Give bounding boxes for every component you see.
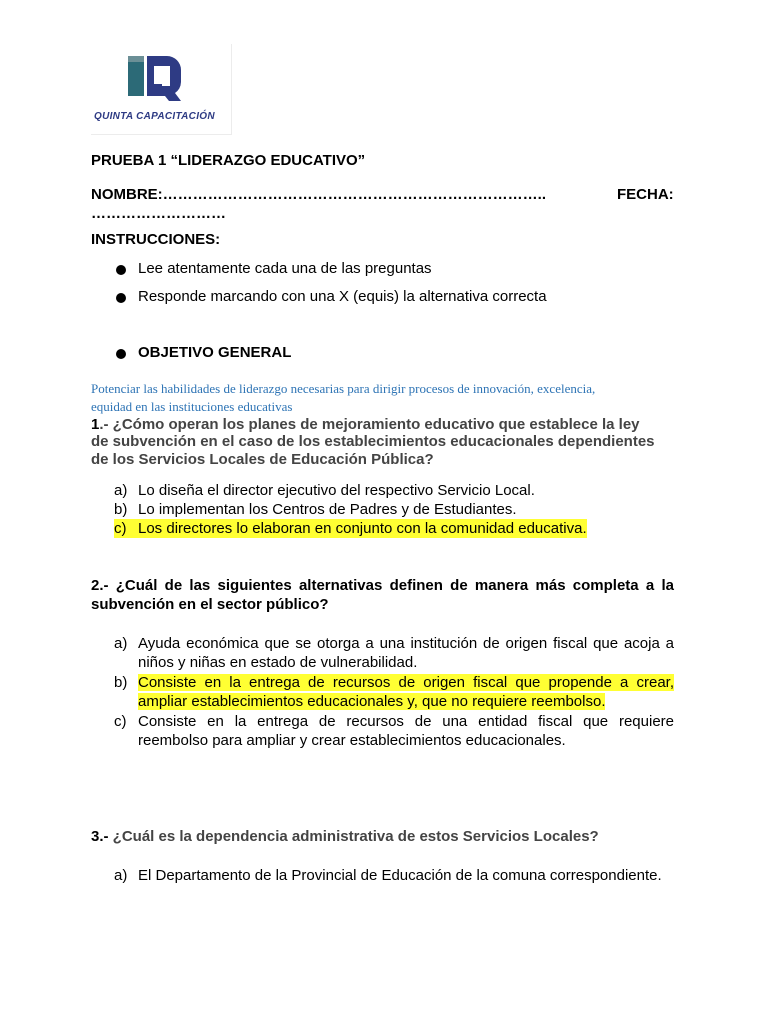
company-logo (91, 44, 232, 135)
option-text-selected (138, 673, 674, 711)
question-number: 1 (91, 416, 100, 433)
objetivo-text: equidad en las instituciones educativas (91, 399, 293, 414)
highlighted-answer: Consiste en la entrega de recursos de origen fiscal que propende a crear, ampliar establecimientos educacionales y, que no requiere reembolso. (138, 674, 674, 710)
objetivo-text: Potenciar las habilidades de liderazgo necesarias para dirigir procesos de innovación, excelencia, (91, 381, 596, 396)
question-text: ¿Cómo operan los planes de mejoramiento educativo que establece la ley (108, 416, 640, 433)
fecha-field: ……………………… (91, 205, 226, 222)
option-text (138, 866, 674, 885)
fecha-label: FECHA: (617, 186, 674, 203)
question-text: de los Servicios Locales de Educación Pública? (91, 451, 434, 468)
question-separator: .- (99, 416, 109, 433)
option-text: Lo diseña el director ejecutivo del respectivo Servicio Local. (138, 482, 535, 499)
instruction-item: Responde marcando con una X (equis) la alternativa correcta (138, 288, 547, 305)
objetivo-heading: OBJETIVO GENERAL (138, 344, 292, 361)
logo-text: QUINTA CAPACITACIÓN (94, 111, 215, 122)
bullet-icon (116, 349, 126, 359)
option-letter: b) (114, 501, 128, 518)
option-text: Ayuda económica que se otorga a una institución de origen fiscal que acoja a niños y niñas en estado de vulnerabilidad. (138, 635, 674, 671)
option-letter: b) (114, 674, 128, 691)
option-text-selected: Los directores lo elaboran en conjunto con la comunidad educativa. (138, 520, 587, 537)
option-text-content: El Departamento de la Provincial de Educación de la comuna correspondiente. (138, 867, 662, 884)
question-number: 3.- (91, 828, 109, 845)
instrucciones-heading: INSTRUCCIONES: (91, 231, 221, 248)
instruction-item: Lee atentamente cada una de las preguntas (138, 260, 432, 277)
bullet-icon (116, 265, 126, 275)
option-letter: a) (114, 482, 128, 499)
logo-mark-icon (91, 44, 231, 110)
question-3 (91, 827, 599, 846)
option-letter: a) (114, 867, 128, 884)
question-text: de subvención en el caso de los establecimientos educacionales dependientes (91, 433, 655, 450)
page-title: PRUEBA 1 “LIDERAZGO EDUCATIVO” (91, 152, 366, 169)
option-text: Consiste en la entrega de recursos de una entidad fiscal que requiere reembolso para ampliar y crear establecimientos educacionales. (138, 713, 674, 749)
bullet-icon (116, 293, 126, 303)
question-text: ¿Cuál es la dependencia administrativa de estos Servicios Locales? (108, 828, 599, 845)
option-letter-selected: c) (114, 519, 138, 538)
nombre-field: NOMBRE:………………………………………………………………….. (91, 186, 546, 203)
option-letter: a) (114, 635, 128, 652)
option-text: Lo implementan los Centros de Padres y de Estudiantes. (138, 501, 517, 518)
question-2: 2.- ¿Cuál de las siguientes alternativas definen de manera más completa a la subvención en el sector público? (91, 577, 674, 613)
option-letter: c) (114, 713, 127, 730)
